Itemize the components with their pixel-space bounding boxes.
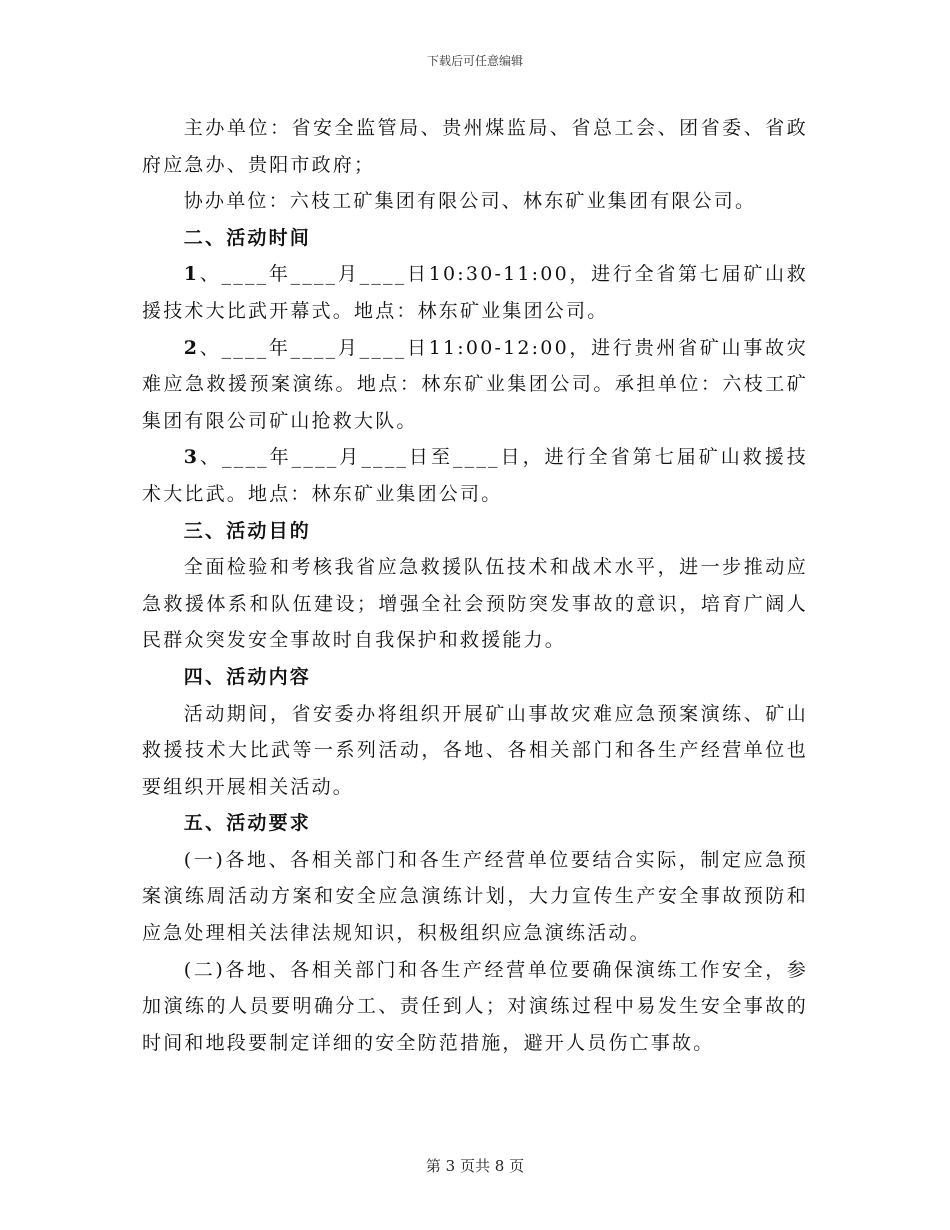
schedule-item-text: 、____年____月____日至____日，进行全省第七届矿山救援技术大比武。地点：林东矿业集团公司。 [142,446,808,505]
schedule-item-number: 2 [183,336,200,359]
schedule-item-3 [142,439,808,512]
section-heading-requirements: 五、活动要求 [183,812,311,835]
page-header: 下载后可任意编辑 [426,54,523,68]
page-footer: 第 3 页共 8 页 [425,1157,525,1175]
schedule-item-2 [142,330,808,440]
section-heading-content: 四、活动内容 [183,665,311,688]
document-body [142,110,808,1061]
schedule-item-text: 、____年____月____日11:00-12:00，进行贵州省矿山事故灾难应急救援预案演练。地点：林东矿业集团公司。承担单位：六枝工矿集团有限公司矿山抢救大队。 [142,336,808,432]
schedule-item-number: 1 [183,263,200,286]
purpose-paragraph: 全面检验和考核我省应急救援队伍技术和战术水平，进一步推动应急救援体系和队伍建设；增强全社会预防突发事故的意识，培育广阔人民群众突发安全事故时自我保护和救援能力。 [142,556,808,652]
content-paragraph: 活动期间，省安委办将组织开展矿山事故灾难应急预案演练、矿山救援技术大比武等一系列活动，各地、各相关部门和各生产经营单位也要组织开展相关活动。 [142,702,808,798]
schedule-item-number: 3 [183,446,200,469]
organizer-paragraph: 主办单位：省安全监管局、贵州煤监局、省总工会、团省委、省政府应急办、贵阳市政府； [142,117,808,176]
schedule-item-1 [142,256,808,329]
requirement-paragraph-2: (二)各地、各相关部门和各生产经营单位要确保演练工作安全，参加演练的人员要明确分工、责任到人；对演练过程中易发生安全事故的时间和地段要制定详细的安全防范措施，避开人员伤亡事故。 [142,958,808,1054]
requirement-paragraph-1: (一)各地、各相关部门和各生产经营单位要结合实际，制定应急预案演练周活动方案和安全应急演练计划，大力宣传生产安全事故预防和应急处理相关法律法规知识，积极组织应急演练活动。 [142,848,808,945]
section-heading-time: 二、活动时间 [183,226,311,249]
section-heading-purpose: 三、活动目的 [183,519,311,542]
schedule-item-text: 、____年____月____日10:30-11:00，进行全省第七届矿山救援技术大比武开幕式。地点：林东矿业集团公司。 [142,263,808,322]
coorganizer-paragraph: 协办单位：六枝工矿集团有限公司、林东矿业集团有限公司。 [183,190,757,213]
